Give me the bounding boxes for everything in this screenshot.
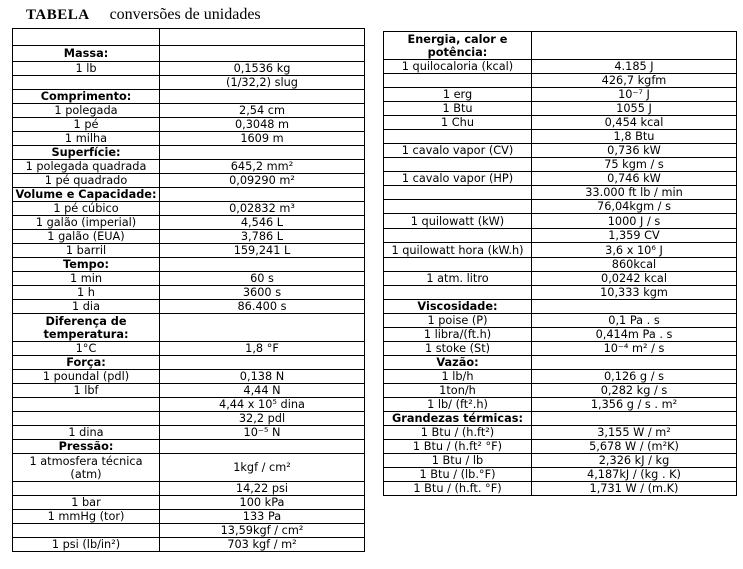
conversion-value-cell: 0,1 Pa . s [532, 314, 737, 328]
table-row [13, 230, 365, 244]
conversion-value-cell: 0,736 kW [532, 144, 737, 158]
unit-cell: 1 poise (P) [384, 314, 532, 328]
table-row [384, 60, 737, 74]
conversion-value-cell: 13,59kgf / cm² [160, 524, 365, 538]
table-row [384, 272, 737, 286]
table-row [13, 510, 365, 524]
unit-cell: 1 Btu / (h.ft² °F) [384, 440, 532, 454]
unit-cell: 1 Btu / (h.ft. °F) [384, 482, 532, 496]
conversion-value-cell: 10⁻⁴ m² / s [532, 342, 737, 356]
table-row [384, 440, 737, 454]
title-text: conversões de unidades [109, 6, 261, 23]
unit-cell: 1 Btu [384, 102, 532, 116]
table-row [384, 328, 737, 342]
table-row [384, 398, 737, 412]
unit-cell [384, 286, 532, 300]
table-row [13, 244, 365, 258]
table-row [384, 342, 737, 356]
table-row [13, 62, 365, 76]
section-title: Tempo: [13, 258, 160, 272]
unit-cell: 1 atm. litro [384, 272, 532, 286]
unit-cell: 1 barril [13, 244, 160, 258]
unit-cell: 1 stoke (St) [384, 342, 532, 356]
section-title: Superfície: [13, 146, 160, 160]
unit-cell: 1 quilowatt hora (kW.h) [384, 243, 532, 258]
unit-cell: 1 dia [13, 300, 160, 314]
table-row [384, 286, 737, 300]
unit-cell: 1°C [13, 342, 160, 356]
conversion-value-cell: 0,3048 m [160, 118, 365, 132]
page-title [26, 6, 261, 24]
unit-cell: 1 psi (lb/in²) [13, 538, 160, 552]
conversion-value-cell: 4,44 x 10⁵ dina [160, 398, 365, 412]
section-header-row [13, 314, 365, 342]
unit-cell: 1ton/h [384, 384, 532, 398]
conversion-value-cell: 1055 J [532, 102, 737, 116]
section-header-row [13, 440, 365, 454]
unit-cell: 1 mmHg (tor) [13, 510, 160, 524]
conversion-value-cell [160, 46, 365, 62]
table-row [384, 454, 737, 468]
section-header-row [384, 32, 737, 60]
conversion-value-cell: (1/32,2) slug [160, 76, 365, 90]
table-row [384, 116, 737, 130]
conversion-value-cell: 3,6 x 10⁶ J [532, 243, 737, 258]
table-row [13, 174, 365, 188]
conversion-value-cell: 75 kgm / s [532, 158, 737, 172]
section-header-row [13, 356, 365, 370]
title-lead: TABELA [26, 7, 90, 23]
conversion-value-cell: 33.000 ft lb / min [532, 186, 737, 200]
table-row [13, 216, 365, 230]
unit-cell: 1 pé cúbico [13, 202, 160, 216]
table-row [384, 468, 737, 482]
table-row [13, 426, 365, 440]
unit-cell [13, 29, 160, 46]
unit-cell: 1 lb/ (ft².h) [384, 398, 532, 412]
table-row [384, 426, 737, 440]
unit-cell [384, 158, 532, 172]
unit-cell [13, 412, 160, 426]
conversion-value-cell: 0,126 g / s [532, 370, 737, 384]
conversion-value-cell: 1,8 Btu [532, 130, 737, 144]
conversion-value-cell [160, 90, 365, 104]
conversion-value-cell [160, 29, 365, 46]
section-header-row [384, 412, 737, 426]
section-title: Diferença de temperatura: [13, 314, 160, 342]
unit-cell: 1 dina [13, 426, 160, 440]
section-title: Grandezas térmicas: [384, 412, 532, 426]
conversion-value-cell: 86.400 s [160, 300, 365, 314]
conversion-value-cell [160, 314, 365, 342]
table-row [384, 314, 737, 328]
section-header-row [13, 188, 365, 202]
conversion-value-cell: 0,414m Pa . s [532, 328, 737, 342]
table-row [13, 342, 365, 356]
section-title: Massa: [13, 46, 160, 62]
table-row [13, 29, 365, 46]
conversion-value-cell: 10⁻⁵ N [160, 426, 365, 440]
table-row [384, 200, 737, 214]
conversion-value-cell: 159,241 L [160, 244, 365, 258]
conversion-value-cell: 14,22 psi [160, 482, 365, 496]
table-row [384, 370, 737, 384]
conversion-value-cell [532, 356, 737, 370]
table-row [13, 132, 365, 146]
table-row [384, 102, 737, 116]
left-conversion-table [12, 28, 365, 552]
table-row [384, 186, 737, 200]
table-row [13, 202, 365, 216]
unit-cell [13, 398, 160, 412]
table-row [13, 454, 365, 482]
conversion-value-cell: 4.185 J [532, 60, 737, 74]
section-title: Viscosidade: [384, 300, 532, 314]
conversion-value-cell [532, 32, 737, 60]
conversion-value-cell: 10,333 kgm [532, 286, 737, 300]
conversion-value-cell: 10⁻⁷ J [532, 88, 737, 102]
unit-cell: 1 quilowatt (kW) [384, 214, 532, 229]
conversion-value-cell: 0,454 kcal [532, 116, 737, 130]
table-row [384, 243, 737, 258]
section-header-row [384, 300, 737, 314]
table-row [13, 286, 365, 300]
conversion-value-cell: 5,678 W / (m²K) [532, 440, 737, 454]
conversion-value-cell: 133 Pa [160, 510, 365, 524]
table-row [384, 158, 737, 172]
conversion-value-cell [160, 188, 365, 202]
unit-cell: 1 poundal (pdl) [13, 370, 160, 384]
conversion-value-cell: 60 s [160, 272, 365, 286]
right-conversion-table [383, 31, 737, 496]
table-row [384, 384, 737, 398]
conversion-value-cell: 32,2 pdl [160, 412, 365, 426]
conversion-value-cell [160, 356, 365, 370]
conversion-value-cell: 1609 m [160, 132, 365, 146]
conversion-value-cell: 0,02832 m³ [160, 202, 365, 216]
table-row [13, 496, 365, 510]
conversion-value-cell: 0,1536 kg [160, 62, 365, 76]
table-row [384, 74, 737, 88]
table-row [384, 130, 737, 144]
table-row [384, 88, 737, 102]
conversion-value-cell: 860kcal [532, 258, 737, 272]
unit-cell: 1 cavalo vapor (CV) [384, 144, 532, 158]
section-header-row [13, 46, 365, 62]
conversion-value-cell: 0,282 kg / s [532, 384, 737, 398]
table-row [384, 229, 737, 243]
table-row [13, 160, 365, 174]
unit-cell: 1 galão (imperial) [13, 216, 160, 230]
conversion-value-cell [160, 146, 365, 160]
section-title: Força: [13, 356, 160, 370]
conversion-value-cell: 4,44 N [160, 384, 365, 398]
section-title: Energia, calor e potência: [384, 32, 532, 60]
section-header-row [13, 90, 365, 104]
section-header-row [384, 356, 737, 370]
unit-cell [384, 74, 532, 88]
unit-cell: 1 Chu [384, 116, 532, 130]
unit-cell: 1 pé [13, 118, 160, 132]
unit-cell: 1 h [13, 286, 160, 300]
conversion-value-cell: 0,138 N [160, 370, 365, 384]
unit-cell: 1 libra/(ft.h) [384, 328, 532, 342]
section-header-row [13, 146, 365, 160]
table-row [13, 538, 365, 552]
table-row [13, 76, 365, 90]
unit-cell: 1 galão (EUA) [13, 230, 160, 244]
unit-cell: 1 atmosfera técnica (atm) [13, 454, 160, 482]
unit-cell: 1 quilocaloria (kcal) [384, 60, 532, 74]
unit-cell [13, 76, 160, 90]
conversion-value-cell: 2,326 kJ / kg [532, 454, 737, 468]
unit-cell: 1 polegada [13, 104, 160, 118]
table-row [13, 272, 365, 286]
conversion-value-cell: 3,786 L [160, 230, 365, 244]
conversion-value-cell: 3,155 W / m² [532, 426, 737, 440]
conversion-value-cell [532, 300, 737, 314]
table-row [384, 214, 737, 229]
conversion-value-cell: 1000 J / s [532, 214, 737, 229]
unit-cell [384, 130, 532, 144]
conversion-value-cell: 645,2 mm² [160, 160, 365, 174]
unit-cell: 1 lb [13, 62, 160, 76]
unit-cell: 1 bar [13, 496, 160, 510]
conversion-value-cell [532, 412, 737, 426]
unit-cell: 1 polegada quadrada [13, 160, 160, 174]
unit-cell: 1 Btu / (h.ft²) [384, 426, 532, 440]
conversion-value-cell: 2,54 cm [160, 104, 365, 118]
section-header-row [13, 258, 365, 272]
unit-cell [384, 258, 532, 272]
unit-cell: 1 cavalo vapor (HP) [384, 172, 532, 186]
table-row [384, 482, 737, 496]
conversion-value-cell: 4,546 L [160, 216, 365, 230]
conversion-value-cell: 703 kgf / m² [160, 538, 365, 552]
unit-cell: 1 milha [13, 132, 160, 146]
unit-cell: 1 Btu / (lb.°F) [384, 468, 532, 482]
conversion-value-cell: 1kgf / cm² [160, 454, 365, 482]
table-row [13, 398, 365, 412]
unit-cell: 1 lb/h [384, 370, 532, 384]
unit-cell: 1 erg [384, 88, 532, 102]
conversion-value-cell: 76,04kgm / s [532, 200, 737, 214]
unit-cell: 1 Btu / lb [384, 454, 532, 468]
table-row [13, 370, 365, 384]
table-row [13, 412, 365, 426]
section-title: Volume e Capacidade: [13, 188, 160, 202]
conversion-value-cell: 0,0242 kcal [532, 272, 737, 286]
conversion-value-cell: 4,187kJ / (kg . K) [532, 468, 737, 482]
conversion-value-cell [160, 258, 365, 272]
conversion-value-cell: 426,7 kgfm [532, 74, 737, 88]
conversion-value-cell: 1,8 °F [160, 342, 365, 356]
unit-cell [13, 524, 160, 538]
section-title: Pressão: [13, 440, 160, 454]
unit-cell: 1 lbf [13, 384, 160, 398]
table-row [13, 104, 365, 118]
unit-cell: 1 min [13, 272, 160, 286]
unit-cell [384, 186, 532, 200]
section-title: Comprimento: [13, 90, 160, 104]
conversion-value-cell: 1,731 W / (m.K) [532, 482, 737, 496]
table-row [384, 172, 737, 186]
unit-cell: 1 pé quadrado [13, 174, 160, 188]
unit-cell [384, 229, 532, 243]
unit-cell [384, 200, 532, 214]
table-row [13, 384, 365, 398]
table-row [13, 524, 365, 538]
table-row [384, 144, 737, 158]
conversion-value-cell [160, 440, 365, 454]
section-title: Vazão: [384, 356, 532, 370]
conversion-value-cell: 1,359 CV [532, 229, 737, 243]
conversion-value-cell: 0,09290 m² [160, 174, 365, 188]
conversion-value-cell: 100 kPa [160, 496, 365, 510]
table-row [13, 482, 365, 496]
table-row [384, 258, 737, 272]
table-row [13, 300, 365, 314]
conversion-value-cell: 1,356 g / s . m² [532, 398, 737, 412]
conversion-value-cell: 0,746 kW [532, 172, 737, 186]
table-row [13, 118, 365, 132]
conversion-value-cell: 3600 s [160, 286, 365, 300]
unit-cell [13, 482, 160, 496]
